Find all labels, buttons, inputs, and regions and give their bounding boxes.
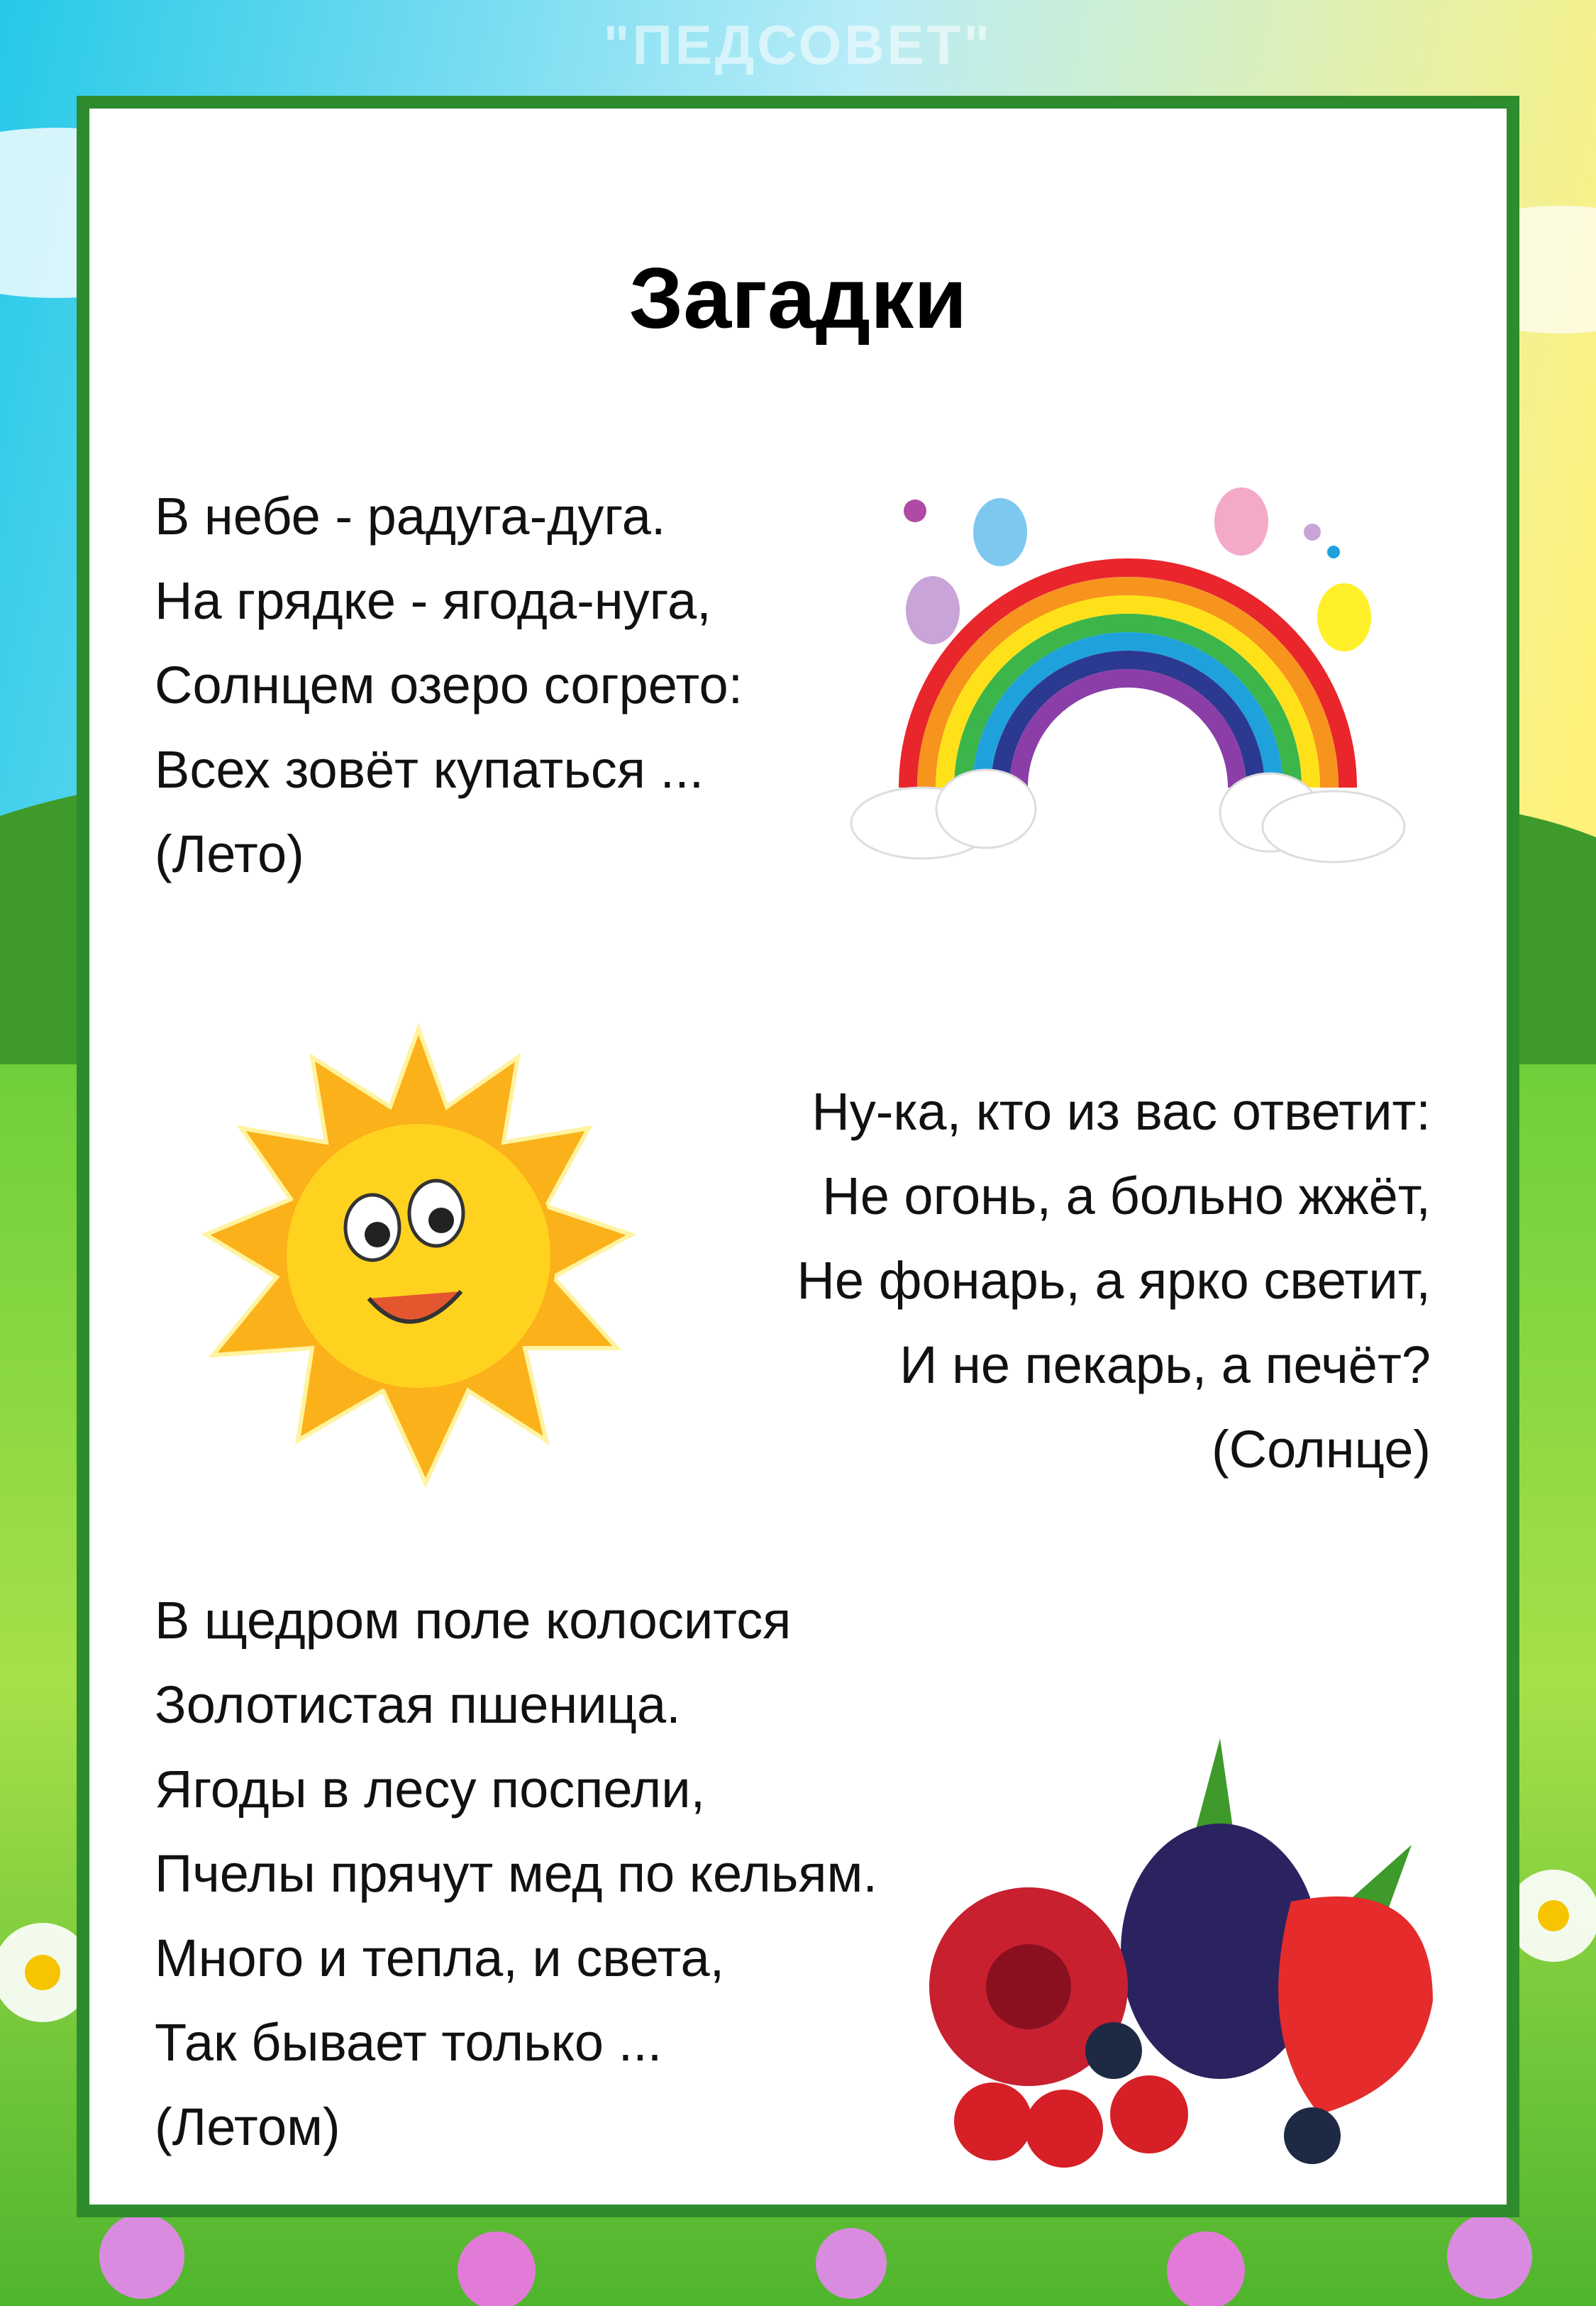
- page-title: Загадки: [628, 250, 968, 346]
- berries-illustration: [922, 1717, 1490, 2178]
- riddle-line: Золотистая пшеница.: [155, 1675, 681, 1734]
- riddle-line: Ну-ка, кто из вас ответит:: [811, 1082, 1431, 1141]
- riddle-line: И не пекарь, а печёт?: [899, 1335, 1431, 1394]
- rainbow-illustration: [844, 475, 1412, 887]
- riddle-answer: (Лето): [155, 824, 304, 883]
- riddle-line: В небе - радуга-дуга.: [155, 487, 666, 546]
- riddle-1: [155, 474, 743, 896]
- riddle-line: На грядке - ягода-нуга,: [155, 571, 711, 630]
- watermark-text: "ПЕДСОВЕТ": [603, 13, 993, 76]
- sun-illustration: [192, 1022, 645, 1490]
- riddle-line: Всех зовёт купаться ...: [155, 740, 704, 799]
- riddle-line: Так бывает только ...: [155, 2013, 663, 2072]
- riddle-line: Солнцем озеро согрето:: [155, 656, 743, 715]
- riddle-answer: (Летом): [155, 2097, 340, 2156]
- riddle-2: [797, 1069, 1431, 1491]
- riddle-line: Много и тепла, и света,: [155, 1929, 725, 1987]
- riddle-line: Ягоды в лесу поспели,: [155, 1760, 706, 1819]
- riddle-answer: (Солнце): [1211, 1420, 1431, 1479]
- riddle-line: Не фонарь, а ярко светит,: [797, 1251, 1431, 1310]
- riddle-line: В щедром поле колосится: [155, 1591, 792, 1650]
- riddle-line: Пчелы прячут мед по кельям.: [155, 1844, 877, 1903]
- riddle-line: Не огонь, а больно жжёт,: [822, 1166, 1431, 1225]
- riddle-3: [155, 1578, 877, 2169]
